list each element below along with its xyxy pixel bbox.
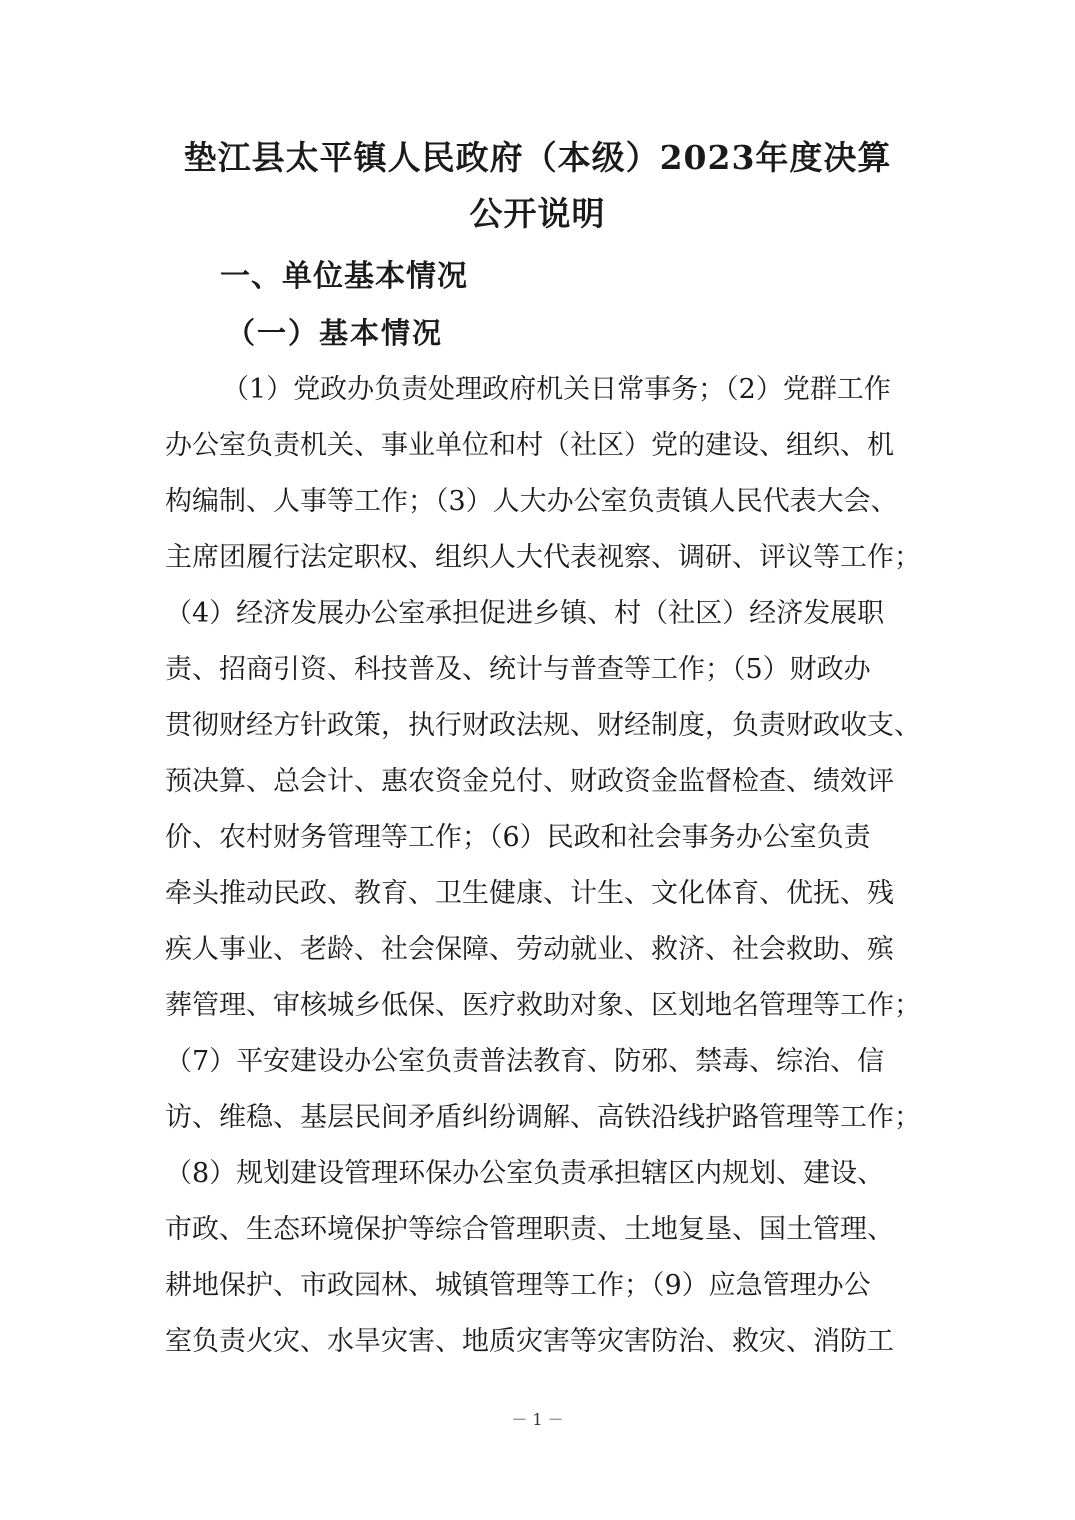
body-line: 耕地保护、市政园林、城镇管理等工作；（9）应急管理办公 [165, 1270, 871, 1301]
document-title-line1: 垫江县太平镇人民政府（本级）2023年度决算 [183, 138, 892, 177]
body-line: 葬管理、审核城乡低保、医疗救助对象、区划地名管理等工作； [165, 990, 921, 1021]
body-line: 办公室负责机关、事业单位和村（社区）党的建设、组织、机 [165, 430, 894, 461]
body-line: 构编制、人事等工作；（3）人大办公室负责镇人民代表大会、 [165, 486, 898, 517]
body-line: （8）规划建设管理环保办公室负责承担辖区内规划、建设、 [165, 1158, 885, 1189]
body-line: （1）党政办负责处理政府机关日常事务；（2）党群工作 [222, 374, 891, 405]
section-heading: 一、单位基本情况 [220, 259, 468, 294]
document-title-line2: 公开说明 [469, 194, 606, 233]
body-line: 室负责火灾、水旱灾害、地质灾害等灾害防治、救灾、消防工 [165, 1326, 894, 1357]
page-number: － 1 － [511, 1410, 564, 1429]
body-line: 访、维稳、基层民间矛盾纠纷调解、高铁沿线护路管理等工作； [165, 1102, 921, 1133]
body-line: 责、招商引资、科技普及、统计与普查等工作；（5）财政办 [165, 654, 871, 685]
body-line: 疾人事业、老龄、社会保障、劳动就业、救济、社会救助、殡 [165, 934, 894, 965]
body-line: 预决算、总会计、惠农资金兑付、财政资金监督检查、绩效评 [165, 766, 894, 797]
body-line: （7）平安建设办公室负责普法教育、防邪、禁毒、综治、信 [165, 1046, 885, 1077]
body-line: 市政、生态环境保护等综合管理职责、土地复垦、国土管理、 [165, 1214, 894, 1245]
body-line: （4）经济发展办公室承担促进乡镇、村（社区）经济发展职 [165, 598, 885, 629]
body-line: 贯彻财经方针政策，执行财政法规、财经制度，负责财政收支、 [165, 710, 921, 741]
subsection-heading: （一）基本情况 [226, 316, 444, 350]
body-line: 牵头推动民政、教育、卫生健康、计生、文化体育、优抚、残 [165, 878, 894, 909]
body-line: 主席团履行法定职权、组织人大代表视察、调研、评议等工作； [165, 542, 921, 573]
body-line: 价、农村财务管理等工作；（6）民政和社会事务办公室负责 [165, 822, 871, 853]
